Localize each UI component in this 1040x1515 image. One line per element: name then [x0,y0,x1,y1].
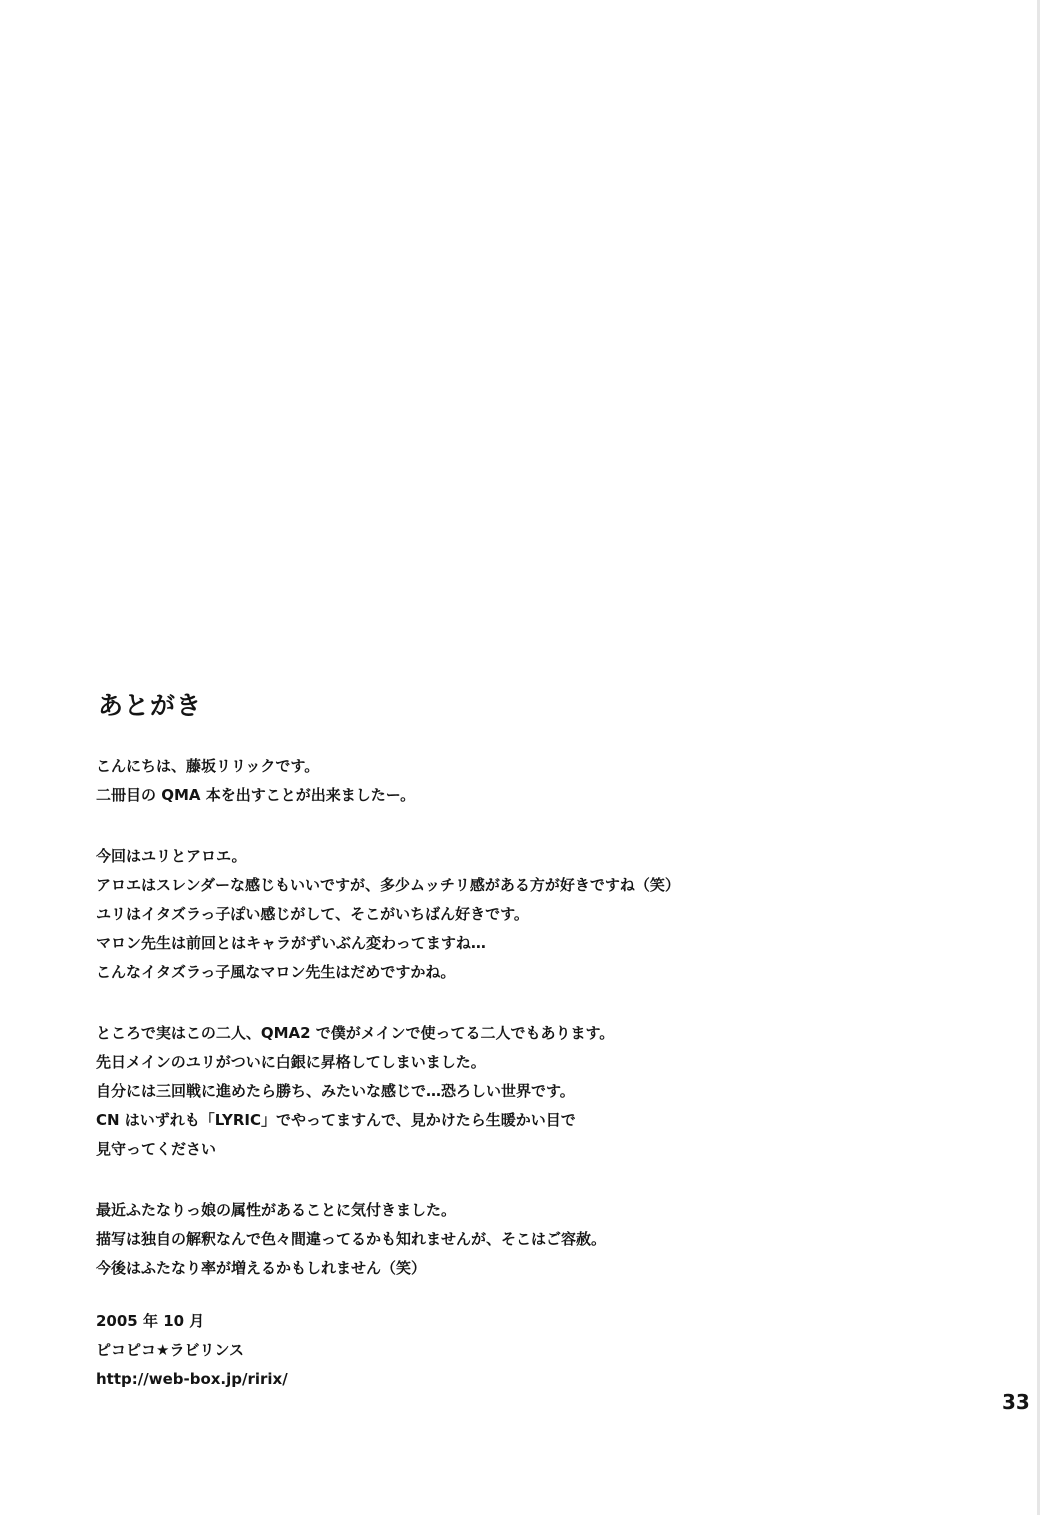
page-number: 33 [1002,1390,1030,1414]
website-url: http://web-box.jp/ririx/ [96,1370,288,1388]
text-line: 今後はふたなり率が増えるかもしれません（笑） [96,1259,427,1277]
text-line: 自分には三回戦に進めたら勝ち、みたいな感じで…恐ろしい世界です。 [96,1082,575,1100]
paragraph-closing [96,1196,916,1283]
paragraph-greeting [96,752,916,810]
afterword-title: あとがき [98,691,203,720]
afterword-footer [96,1307,288,1394]
text-line: CN はいずれも「LYRIC」でやってますんで、見かけたら生暖かい目で [96,1111,576,1129]
text-line: ユリはイタズラっ子ぽい感じがして、そこがいちばん好きです。 [96,905,529,923]
text-line: 今回はユリとアロエ。 [96,847,247,865]
text-line: マロン先生は前回とはキャラがずいぶん変わってますね… [96,934,486,952]
text-line: 見守ってください [96,1140,217,1158]
circle-name: ピコピコ★ラビリンス [96,1341,244,1359]
text-line: ところで実はこの二人、QMA2 で僕がメインで使ってる二人でもあります。 [96,1024,615,1042]
paragraph-game [96,1019,916,1164]
date: 2005 年 10 月 [96,1312,205,1330]
text-line: アロエはスレンダーな感じもいいですが、多少ムッチリ感がある方が好きですね（笑） [96,876,680,894]
text-line: こんにちは、藤坂リリックです。 [96,757,320,775]
paragraph-characters [96,842,916,987]
text-line: 先日メインのユリがついに白銀に昇格してしまいました。 [96,1053,486,1071]
text-line: 最近ふたなりっ娘の属性があることに気付きました。 [96,1201,457,1219]
text-line: 二冊目の QMA 本を出すことが出来ましたー。 [96,786,416,804]
text-line: こんなイタズラっ子風なマロン先生はだめですかね。 [96,963,456,981]
afterword-body [96,752,916,1315]
text-line: 描写は独自の解釈なんで色々間違ってるかも知れませんが、そこはご容赦。 [96,1230,607,1248]
